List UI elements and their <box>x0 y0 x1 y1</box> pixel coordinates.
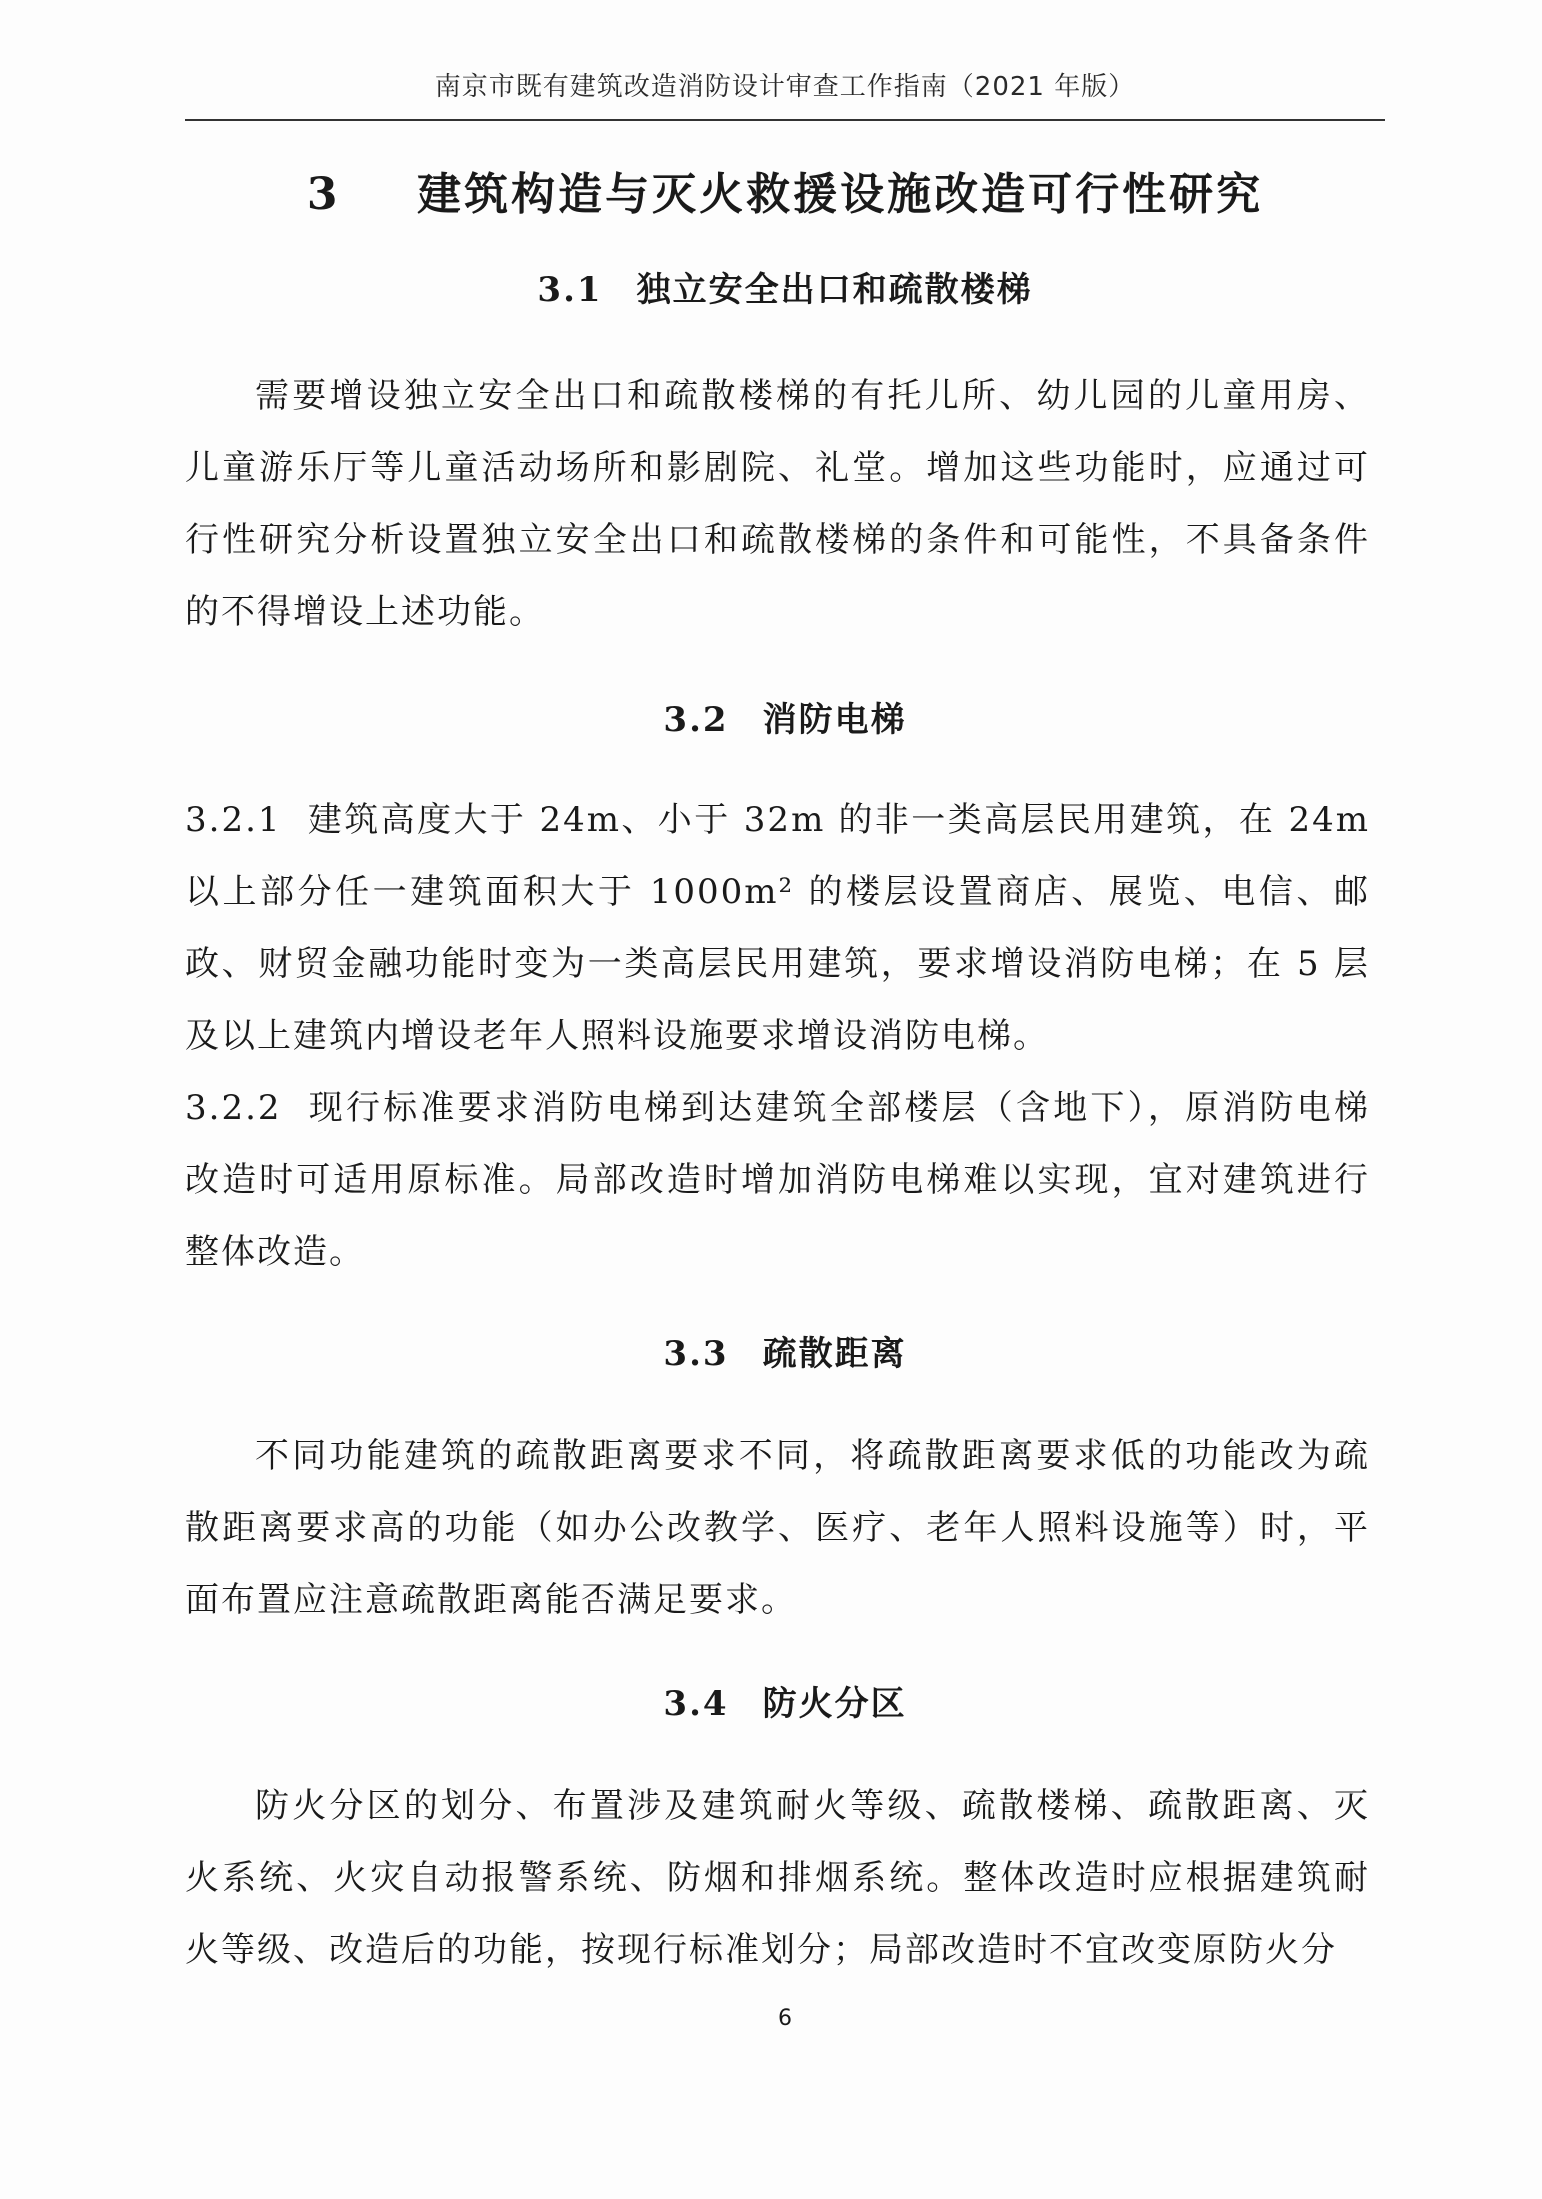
clause-number: 3.2.2 <box>185 1088 282 1128</box>
section-title-text: 疏散距离 <box>762 1334 907 1374</box>
section-number: 3.4 <box>663 1684 729 1724</box>
chapter-title-text: 建筑构造与灭火救援设施改造可行性研究 <box>417 169 1264 220</box>
section-title-text: 消防电梯 <box>762 700 907 740</box>
section-number: 3.3 <box>663 1334 729 1374</box>
paragraph-3-1: 需要增设独立安全出口和疏散楼梯的有托儿所、幼儿园的儿童用房、儿童游乐厅等儿童活动场所和影剧院、礼堂。增加这些功能时，应通过可行性研究分析设置独立安全出口和疏散楼梯的条件和可能性，不具备条件的不得增设上述功能。 <box>185 376 1370 632</box>
clause-text: 现行标准要求消防电梯到达建筑全部楼层（含地下），原消防电梯改造时可适用原标准。局部改造时增加消防电梯难以实现，宜对建筑进行整体改造。 <box>185 1088 1370 1272</box>
running-header: 南京市既有建筑改造消防设计审查工作指南（2021 年版） <box>434 72 1136 102</box>
header-rule <box>185 119 1385 121</box>
page-number: 6 <box>778 2006 792 2031</box>
section-number: 3.1 <box>537 270 603 310</box>
chapter-number: 3 <box>306 169 341 220</box>
section-title-3-1 <box>185 262 1385 311</box>
chapter-title <box>185 158 1385 222</box>
clause-number: 3.2.1 <box>185 800 282 840</box>
section-title-text: 独立安全出口和疏散楼梯 <box>636 270 1033 310</box>
section-number: 3.2 <box>663 700 729 740</box>
clause-3-2-2 <box>185 1072 1370 1288</box>
paragraph-3-4: 防火分区的划分、布置涉及建筑耐火等级、疏散楼梯、疏散距离、灭火系统、火灾自动报警系统、防烟和排烟系统。整体改造时应根据建筑耐火等级、改造后的功能，按现行标准划分；局部改造时不宜改变原防火分 <box>185 1786 1370 1970</box>
section-title-3-4 <box>185 1676 1385 1725</box>
clause-3-2-1 <box>185 784 1370 1072</box>
clause-text: 建筑高度大于 24m、小于 32m 的非一类高层民用建筑，在 24m 以上部分任一建筑面积大于 1000m² 的楼层设置商店、展览、电信、邮政、财贸金融功能时变为一类高层民用建筑，要求增设消防电梯；在 5 层及以上建筑内增设老年人照料设施要求增设消防电梯。 <box>185 800 1370 1056</box>
section-title-3-3 <box>185 1326 1385 1375</box>
paragraph-3-3: 不同功能建筑的疏散距离要求不同，将疏散距离要求低的功能改为疏散距离要求高的功能（如办公改教学、医疗、老年人照料设施等）时，平面布置应注意疏散距离能否满足要求。 <box>185 1436 1370 1620</box>
section-title-3-2 <box>185 692 1385 741</box>
section-title-text: 防火分区 <box>762 1684 907 1724</box>
